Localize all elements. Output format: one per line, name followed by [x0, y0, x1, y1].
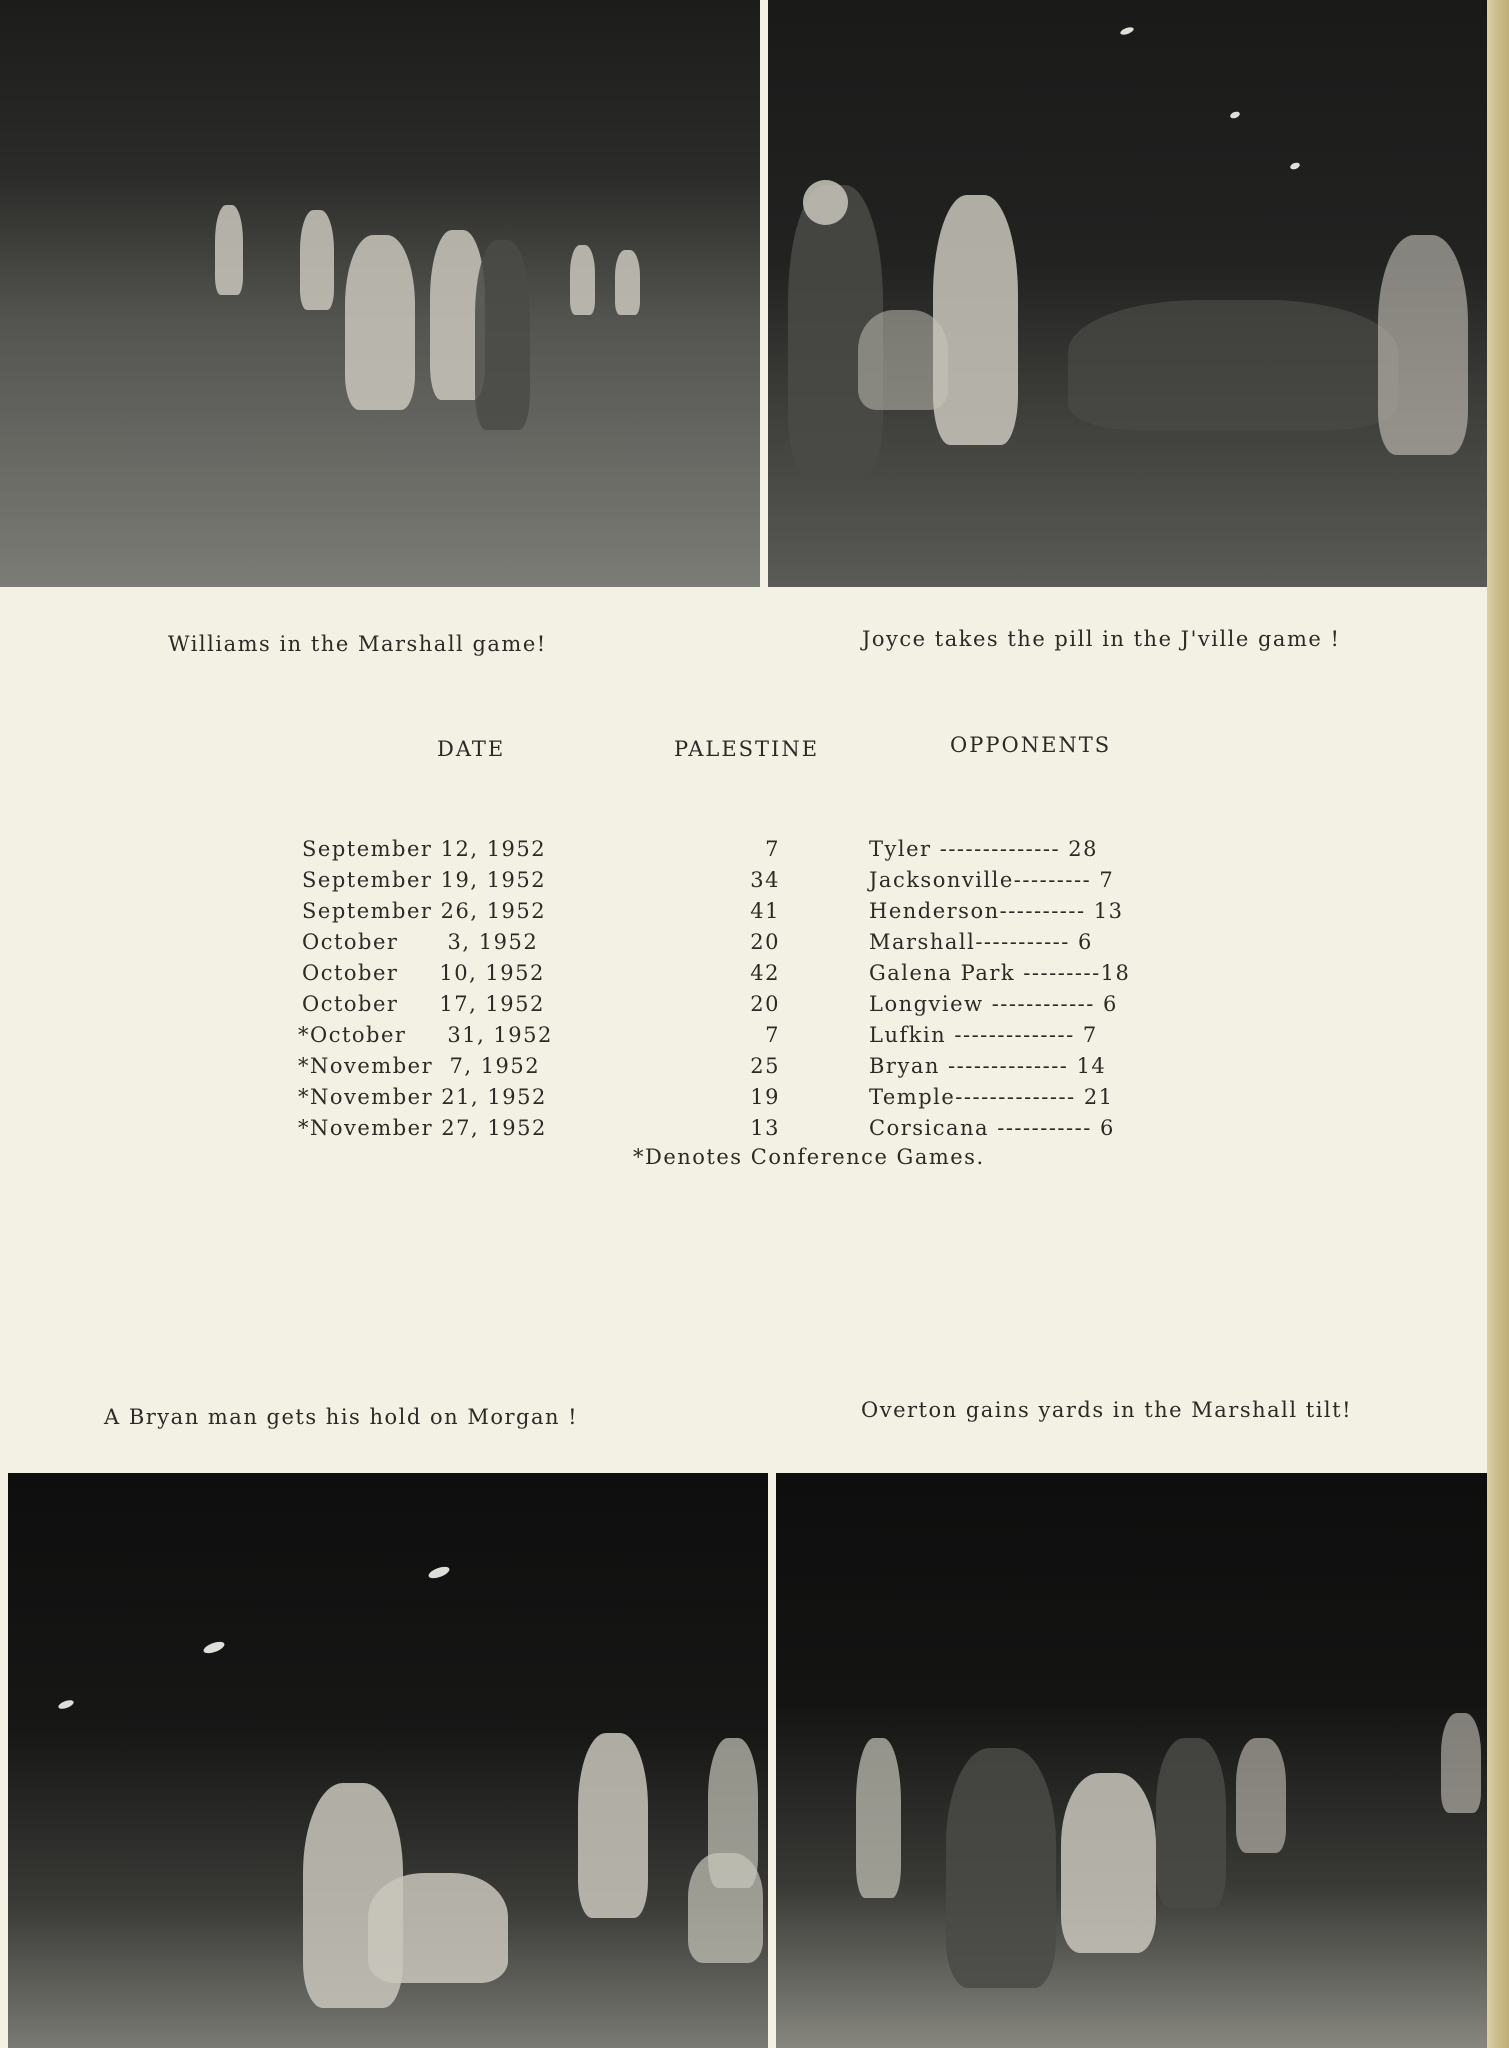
row-palestine-score: 34: [750, 868, 780, 892]
row-date: September 12, 1952: [302, 837, 547, 861]
row-opponent: Bryan -------------- 14: [869, 1054, 1107, 1078]
row-date: September 26, 1952: [302, 899, 547, 923]
table-row: [0, 992, 1490, 1023]
photo-jville-game-joyce: [768, 0, 1490, 587]
table-row: [0, 837, 1490, 868]
table-row: [0, 961, 1490, 992]
header-palestine: PALESTINE: [674, 737, 820, 761]
row-palestine-score: 25: [750, 1054, 780, 1078]
row-date: *November 27, 1952: [298, 1116, 547, 1140]
row-date: October 3, 1952: [302, 930, 539, 954]
table-row: [0, 930, 1490, 961]
photo-marshall-game-williams: [0, 0, 760, 587]
row-opponent: Tyler -------------- 28: [869, 837, 1098, 861]
row-palestine-score: 7: [765, 837, 780, 861]
footnote-conference-games: *Denotes Conference Games.: [633, 1145, 985, 1169]
caption-bottom-left: A Bryan man gets his hold on Morgan !: [104, 1405, 579, 1429]
row-date: October 10, 1952: [302, 961, 545, 985]
caption-top-left: Williams in the Marshall game!: [168, 632, 547, 656]
row-date: October 17, 1952: [302, 992, 545, 1016]
table-row: [0, 899, 1490, 930]
header-date: DATE: [437, 737, 506, 761]
row-palestine-score: 41: [750, 899, 780, 923]
table-row: [0, 1054, 1490, 1085]
row-palestine-score: 13: [750, 1116, 780, 1140]
row-date: *November 21, 1952: [298, 1085, 547, 1109]
row-opponent: Longview ------------ 6: [869, 992, 1118, 1016]
table-row: [0, 1023, 1490, 1054]
caption-top-right: Joyce takes the pill in the J'ville game !: [862, 627, 1341, 651]
table-row: [0, 868, 1490, 899]
row-opponent: Marshall----------- 6: [869, 930, 1093, 954]
photo-marshall-game-overton: [776, 1473, 1490, 2048]
row-opponent: Galena Park ---------18: [869, 961, 1131, 985]
row-date: September 19, 1952: [302, 868, 547, 892]
row-date: *October 31, 1952: [298, 1023, 553, 1047]
table-row: [0, 1085, 1490, 1116]
photo-bryan-game-morgan: [8, 1473, 768, 2048]
row-palestine-score: 20: [750, 992, 780, 1016]
row-opponent: Henderson---------- 13: [869, 899, 1124, 923]
row-opponent: Corsicana ----------- 6: [869, 1116, 1115, 1140]
page-edge: [1487, 0, 1509, 2048]
header-opponents: OPPONENTS: [950, 733, 1112, 757]
row-palestine-score: 20: [750, 930, 780, 954]
row-palestine-score: 42: [750, 961, 780, 985]
row-date: *November 7, 1952: [298, 1054, 541, 1078]
row-opponent: Lufkin -------------- 7: [869, 1023, 1098, 1047]
table-row: [0, 1116, 1490, 1147]
row-palestine-score: 7: [765, 1023, 780, 1047]
row-opponent: Temple-------------- 21: [869, 1085, 1114, 1109]
caption-bottom-right: Overton gains yards in the Marshall tilt!: [861, 1398, 1353, 1422]
row-palestine-score: 19: [750, 1085, 780, 1109]
row-opponent: Jacksonville--------- 7: [869, 868, 1115, 892]
